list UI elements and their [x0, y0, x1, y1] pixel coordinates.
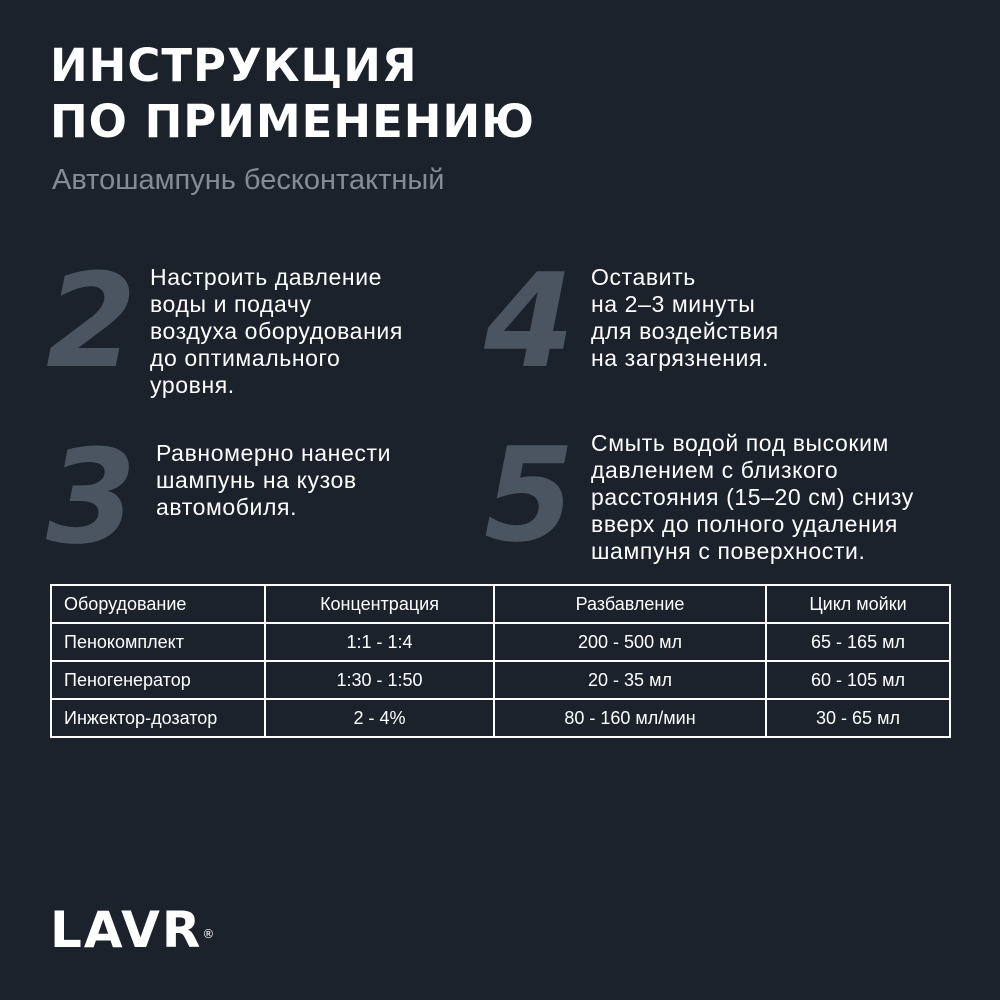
title-line-1: ИНСТРУКЦИЯ [50, 39, 418, 92]
step-line: Оставить [591, 264, 696, 290]
registered-mark: ® [202, 927, 215, 941]
step-line: Равномерно нанести [156, 440, 392, 466]
brand-logo [50, 901, 215, 959]
step-line: автомобиля. [156, 494, 298, 520]
table-cell: Пеногенератор [51, 661, 265, 699]
step-text [156, 440, 391, 521]
step-line: расстояния (15–20 см) снизу [591, 484, 914, 510]
page-subtitle: Автошампунь бесконтактный [52, 164, 445, 196]
step-line: на 2–3 минуты [591, 291, 756, 317]
title-line-2: ПО ПРИМЕНЕНИЮ [50, 95, 535, 148]
step-number: 2 [46, 245, 137, 397]
column-header: Оборудование [51, 585, 265, 623]
step-line: Настроить давление [150, 264, 383, 290]
column-header: Разбавление [494, 585, 766, 623]
step-number: 5 [484, 419, 575, 571]
table-cell: Пенокомплект [51, 623, 265, 661]
table-cell: 2 - 4% [265, 699, 494, 737]
step-number: 4 [484, 245, 575, 397]
table-cell: 20 - 35 мл [494, 661, 766, 699]
table-cell: 65 - 165 мл [766, 623, 950, 661]
table-cell: 60 - 105 мл [766, 661, 950, 699]
table-row [51, 699, 950, 737]
usage-table [50, 584, 951, 738]
step-text [591, 430, 914, 565]
step-line: до оптимального [150, 345, 341, 371]
step-line: вверх до полного удаления [591, 511, 898, 537]
logo-text: LAVR [50, 901, 203, 959]
page-title [50, 38, 535, 150]
column-header: Цикл мойки [766, 585, 950, 623]
table-cell: 30 - 65 мл [766, 699, 950, 737]
table-cell: 1:1 - 1:4 [265, 623, 494, 661]
step-line: уровня. [150, 372, 235, 398]
table-cell: 200 - 500 мл [494, 623, 766, 661]
step-line: воздуха оборудования [150, 318, 403, 344]
step-line: воды и подачу [150, 291, 312, 317]
step-line: шампуня с поверхности. [591, 538, 866, 564]
table-header-row [51, 585, 950, 623]
table-cell: Инжектор-дозатор [51, 699, 265, 737]
step-number: 3 [46, 421, 137, 573]
table-row [51, 661, 950, 699]
step-line: Смыть водой под высоким [591, 430, 889, 456]
step-line: давлением с близкого [591, 457, 839, 483]
step-line: шампунь на кузов [156, 467, 357, 493]
step-text [150, 264, 403, 399]
table-cell: 1:30 - 1:50 [265, 661, 494, 699]
step-line: для воздействия [591, 318, 779, 344]
step-line: на загрязнения. [591, 345, 770, 371]
table-row [51, 623, 950, 661]
table-cell: 80 - 160 мл/мин [494, 699, 766, 737]
column-header: Концентрация [265, 585, 494, 623]
step-text [591, 264, 779, 372]
